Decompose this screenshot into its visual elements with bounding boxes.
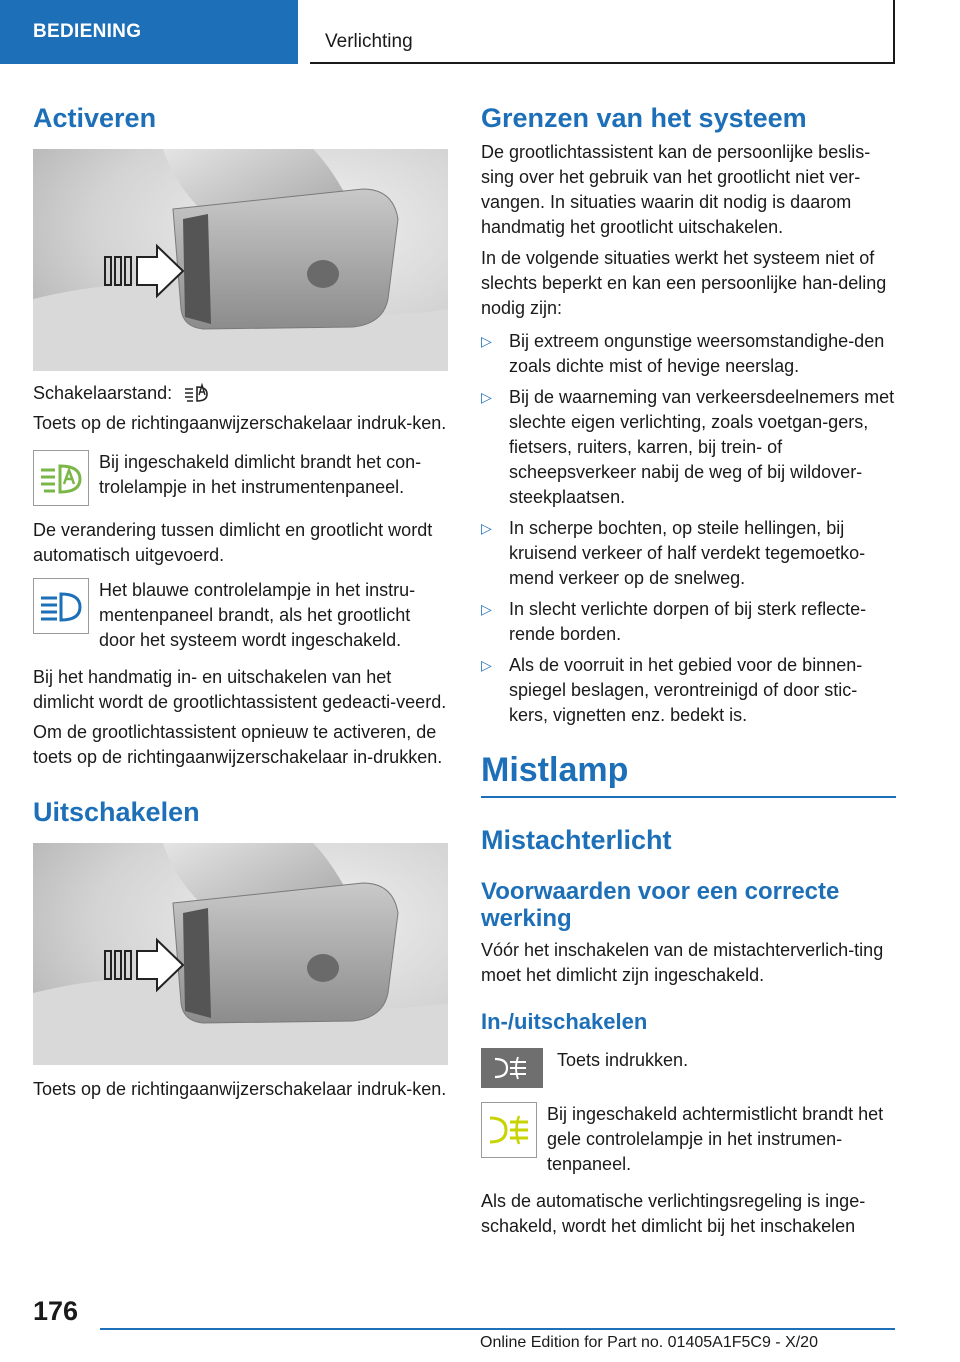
list-item: ▷ In scherpe bochten, op steile hellingen, bij kruisend verkeer of half verdekt tegemoetko-mend verkeer op de snelweg. xyxy=(481,518,866,588)
press-button-text: Toets indrukken. xyxy=(557,1050,689,1070)
indicator-blue-text: Het blauwe controlelampje in het instru-mentenpaneel brandt, als het grootlicht door het systeem wordt ingeschakeld. xyxy=(99,580,416,650)
rear-fog-light-button-icon xyxy=(481,1048,543,1088)
heading-activeren: Activeren xyxy=(33,103,157,133)
indicator-yellow-text: Bij ingeschakeld achtermistlicht brandt het gele controlelampje in het instrumen-tenpaneel. xyxy=(547,1104,884,1174)
indicator-yellow-row xyxy=(481,1102,896,1177)
conditions-text: Vóór het inschakelen van de mistachterverlich-ting moet het dimlicht zijn ingeschakeld. xyxy=(481,940,884,985)
indicator-green-text: Bij ingeschakeld dimlicht brandt het con-trolelampje in het instrumentenpaneel. xyxy=(99,452,422,497)
heading-conditions: Voorwaarden voor een correcte werking xyxy=(481,878,840,932)
heading-mistlamp: Mistlamp xyxy=(481,751,629,789)
limits-bullet-list xyxy=(481,329,896,728)
list-item: ▷ In slecht verlichte dorpen of bij sterk reflecte-rende borden. xyxy=(481,599,867,644)
left-column xyxy=(33,100,448,1102)
triangle-bullet-icon: ▷ xyxy=(481,601,492,617)
automatic-switch-text: De verandering tussen dimlicht en grootlicht wordt automatisch uitgevoerd. xyxy=(33,520,433,565)
triangle-bullet-icon: ▷ xyxy=(481,520,492,536)
manual-switch-text: Bij het handmatig in- en uitschakelen van het dimlicht wordt de grootlichtassistent gedeacti-veerd. xyxy=(33,667,447,712)
limits-paragraph-1: De grootlichtassistent kan de persoonlijke beslis-sing over het gebruik van het grootlicht niet ver-vangen. In situaties waarin dit nodig is daarom handmatig het grootlicht uitschakelen. xyxy=(481,142,871,237)
indicator-blue-row xyxy=(33,578,448,653)
footer-divider xyxy=(100,1328,895,1330)
triangle-bullet-icon: ▷ xyxy=(481,333,492,349)
high-beam-assistant-symbol-icon xyxy=(183,381,209,403)
press-text-activeren: Toets op de richtingaanwijzerschakelaar indruk-ken. xyxy=(33,413,447,433)
page-number: 176 xyxy=(33,1296,79,1326)
heading-mistachterlicht: Mistachterlicht xyxy=(481,825,672,855)
rear-fog-yellow-indicator-icon xyxy=(481,1102,537,1158)
auto-lighting-text: Als de automatische verlichtingsregeling is inge-schakeld, wordt het dimlicht bij het inschakelen xyxy=(481,1191,866,1236)
limits-paragraph-2: In de volgende situaties werkt het systeem niet of slechts beperkt en kan een persoonlijke han-deling nodig zijn: xyxy=(481,248,887,318)
switch-position-label: Schakelaarstand: xyxy=(33,383,173,403)
heading-on-off: In-/uitschakelen xyxy=(481,1009,648,1034)
list-item: ▷ Bij extreem ongunstige weersomstandighe-den zoals dichte mist of hevige neerslag. xyxy=(481,331,885,376)
high-beam-blue-indicator-icon xyxy=(33,578,89,634)
heading-limits: Grenzen van het systeem xyxy=(481,103,807,133)
stalk-photo-activeren xyxy=(33,149,448,371)
rear-fog-button-row xyxy=(481,1048,896,1088)
turn-signal-stalk-illustration xyxy=(33,149,448,371)
turn-signal-stalk-illustration-2 xyxy=(33,843,448,1065)
list-item: ▷ Als de voorruit in het gebied voor de binnen-spiegel beslagen, verontreinigd of door stic-kers, vignetten enz. bedekt is. xyxy=(481,655,863,725)
header-section-tab: BEDIENING xyxy=(0,0,298,64)
heading-uitschakelen: Uitschakelen xyxy=(33,797,200,827)
mistlamp-heading-block xyxy=(481,748,896,798)
press-text-uitschakelen: Toets op de richtingaanwijzerschakelaar indruk-ken. xyxy=(33,1079,447,1099)
triangle-bullet-icon: ▷ xyxy=(481,657,492,673)
header-topic: Verlichting xyxy=(310,0,895,64)
footer-edition-text: Online Edition for Part no. 01405A1F5C9 - X/20 xyxy=(480,1334,818,1351)
reactivate-text: Om de grootlichtassistent opnieuw te activeren, de toets op de richtingaanwijzerschakelaar in-drukken. xyxy=(33,722,443,767)
high-beam-assistant-green-indicator-icon xyxy=(33,450,89,506)
triangle-bullet-icon: ▷ xyxy=(481,389,492,405)
right-column xyxy=(481,100,896,1239)
stalk-photo-uitschakelen xyxy=(33,843,448,1065)
indicator-green-row xyxy=(33,450,448,506)
list-item: ▷ Bij de waarneming van verkeersdeelnemers met slechte eigen verlichting, zoals voetgan-gers, fietsers, ruiters, karren, bij trein- of scheepsverkeer nabij de weg of bij wildover-steekplaatsen. xyxy=(481,387,895,507)
